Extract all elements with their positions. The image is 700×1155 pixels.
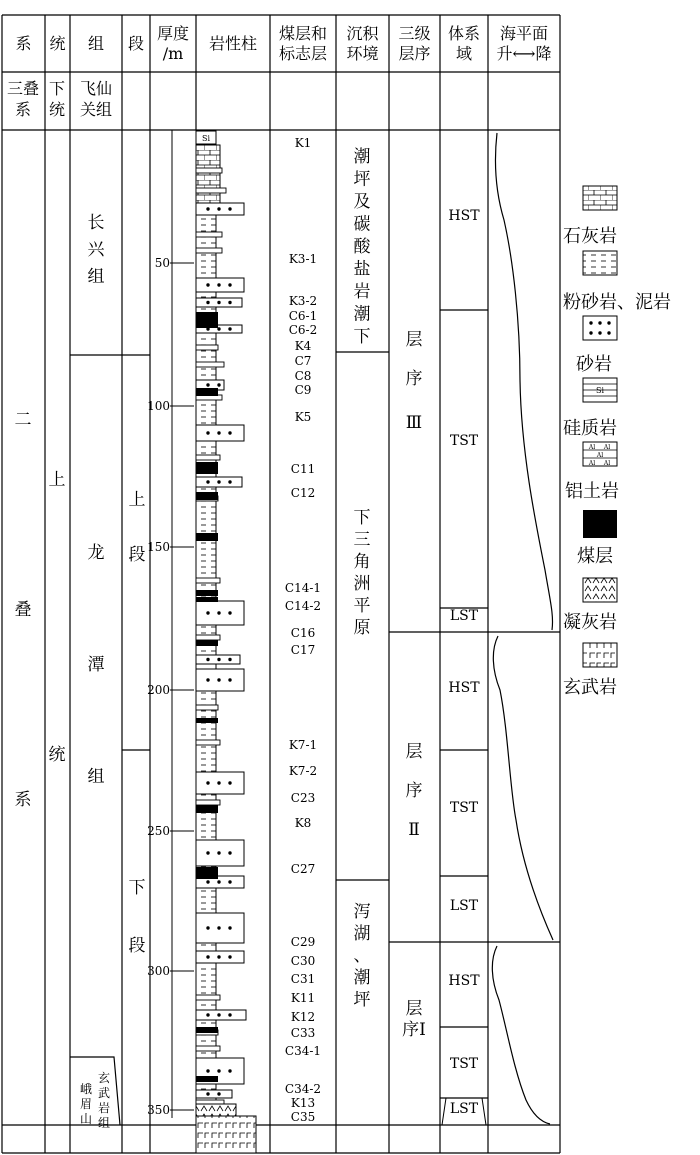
tidal-flat-environment-label: 下 — [353, 327, 371, 347]
lower-delta-plain-label: 下 — [353, 508, 371, 528]
coal-marker-label: C16 — [290, 626, 316, 640]
coal-seam-bed — [196, 590, 218, 596]
changxing-formation-label: 组 — [87, 267, 105, 287]
sandstone-dot — [228, 480, 231, 483]
coal-marker-label: K4 — [294, 339, 312, 353]
sandstone-dot — [206, 1069, 209, 1072]
coal-seam-bed — [196, 388, 218, 396]
sandstone-dot — [217, 1013, 220, 1016]
header-xi: 系 — [15, 34, 32, 53]
sandstone-dot — [206, 880, 209, 883]
sandstone-bed — [196, 1090, 232, 1098]
sequence-II-label: Ⅱ — [408, 820, 420, 840]
bauxite-mark: Al — [603, 444, 611, 451]
coal-seam-bed — [196, 867, 218, 879]
coal-seam-bed — [196, 533, 218, 541]
upper-series-label: 上 — [48, 470, 66, 490]
thin-bed — [196, 232, 222, 237]
header-meiceng: 煤层和 — [278, 24, 328, 43]
coal-marker-label: C14-2 — [284, 599, 322, 613]
thin-bed — [196, 362, 224, 367]
sandstone-dot — [228, 301, 231, 304]
coal-marker-label: C34-1 — [284, 1044, 322, 1058]
tidal-flat-environment-label: 坪 — [353, 169, 371, 190]
sandstone-dot — [217, 207, 220, 210]
changxing-formation-label: 兴 — [87, 240, 105, 260]
emeishan-label: 眉 — [79, 1097, 93, 1111]
bauxite-mark: Al — [588, 444, 596, 451]
coal-marker-label: C23 — [290, 791, 316, 805]
sandstone-dot — [206, 1013, 209, 1016]
sandstone-dot — [589, 321, 592, 324]
sandstone-dot — [206, 207, 209, 210]
triassic-system-label: 三叠 — [6, 79, 40, 98]
sandstone-dot — [217, 480, 220, 483]
depth-tick-label: 150 — [147, 540, 170, 554]
sequence-II-label: 序 — [405, 781, 423, 801]
upper-series-label: 统 — [48, 745, 66, 765]
bauxite-icon — [583, 442, 617, 467]
sandstone-dot — [228, 283, 231, 286]
sandstone-dot — [217, 301, 220, 304]
sandstone-dot — [217, 781, 220, 784]
tidal-flat-environment-label: 岩 — [353, 282, 371, 302]
sandstone-dot — [206, 1092, 209, 1095]
header-haipingmian: 升⟷降 — [496, 44, 552, 63]
sandstone-dot — [217, 611, 220, 614]
thin-bed — [196, 800, 220, 805]
sandstone-dot — [217, 678, 220, 681]
thin-bed — [196, 345, 218, 350]
legend-label-coal-seam: 煤层 — [577, 546, 613, 567]
coal-marker-label: C34-2 — [284, 1082, 322, 1096]
tidal-flat-environment-label: 酸 — [353, 237, 371, 257]
permian-system-label: 叠 — [14, 600, 32, 620]
limestone-icon — [583, 186, 617, 210]
sequence-II-label: 层 — [405, 742, 423, 762]
siliceous-label: Si — [201, 134, 211, 143]
sequence-III-label: Ⅲ — [405, 413, 423, 433]
sandstone-dot — [217, 955, 220, 958]
coal-marker-label: C27 — [290, 862, 316, 876]
systems-tract-lst: LST — [449, 608, 479, 624]
header-houdu: /m — [162, 44, 184, 63]
legend — [563, 186, 671, 698]
coal-seam-bed — [196, 320, 218, 328]
lower-member-label: 段 — [128, 936, 146, 956]
sandstone-dot — [206, 926, 209, 929]
lower-delta-plain-label: 角 — [353, 552, 371, 572]
upper-member-label: 段 — [128, 545, 146, 565]
lagoon-tidal-flat-label: 潮 — [353, 968, 371, 988]
lagoon-tidal-flat-label: 湖 — [353, 924, 371, 944]
thin-bed — [196, 188, 226, 193]
longtan-formation-label: 潭 — [87, 655, 105, 675]
coal-marker-label: K3-1 — [288, 252, 318, 266]
longtan-formation-label: 龙 — [87, 543, 105, 563]
tuff-bed — [196, 1104, 236, 1116]
depth-tick-label: 50 — [154, 256, 170, 270]
sandstone-dot — [206, 480, 209, 483]
triassic-series-label: 下 — [48, 79, 66, 98]
tidal-flat-environment-label: 盐 — [353, 259, 371, 280]
sandstone-dot — [217, 926, 220, 929]
sequence-I-label: 层 — [405, 999, 423, 1019]
coal-marker-label: C12 — [290, 486, 316, 500]
sandstone-dot — [217, 383, 220, 386]
feixianguan-label: 飞仙 — [79, 79, 113, 98]
basalt-swatch — [583, 643, 617, 667]
coal-marker-label: K13 — [290, 1096, 316, 1110]
coal-seam-bed — [196, 462, 218, 469]
sandstone-dot — [206, 658, 209, 661]
coal-marker-label: K1 — [294, 136, 312, 150]
thin-bed — [196, 635, 220, 640]
sandstone-dot — [217, 283, 220, 286]
sandstone-dot — [217, 851, 220, 854]
bauxite-mark: Al — [603, 460, 611, 467]
systems-tract-lst: LST — [449, 898, 479, 914]
siliceous-mark: Si — [595, 386, 605, 395]
sandstone-swatch — [583, 316, 617, 340]
depth-tick-label: 200 — [147, 683, 170, 697]
emeishan-boundary — [70, 1057, 120, 1125]
sandstone-dot — [217, 658, 220, 661]
coal-seam-bed — [196, 468, 218, 474]
sandstone-dot — [228, 851, 231, 854]
sandstone-dot — [228, 1069, 231, 1072]
lower-member-label: 下 — [128, 878, 146, 898]
limestone-swatch — [583, 186, 617, 210]
header-tong: 统 — [49, 34, 66, 53]
header-meiceng: 标志层 — [278, 44, 328, 63]
systems-tract-tst: TST — [449, 1056, 479, 1072]
sandstone-dot — [228, 327, 231, 330]
sandstone-dot — [598, 331, 601, 334]
xuanwu-label: 武 — [97, 1086, 111, 1100]
legend-label-basalt: 玄武岩 — [563, 677, 617, 698]
thin-bed — [196, 995, 220, 1000]
sandstone-dot — [206, 383, 209, 386]
emeishan-label: 山 — [79, 1112, 93, 1126]
permian-system-label: 系 — [14, 790, 32, 810]
systems-tract-lst: LST — [449, 1101, 479, 1117]
xuanwu-label: 玄 — [97, 1071, 111, 1085]
lagoon-tidal-flat-label: 、 — [353, 946, 371, 966]
coal-swatch — [583, 510, 617, 538]
sandstone-dot — [217, 880, 220, 883]
systems-tract-hst: HST — [448, 973, 480, 989]
lower-delta-plain-label: 原 — [353, 618, 371, 638]
sandstone-dot — [217, 1069, 220, 1072]
feixianguan-label: 关组 — [79, 100, 113, 119]
header-yanxing: 岩性柱 — [208, 34, 258, 53]
coal-marker-label: C30 — [290, 954, 316, 968]
header-sanji: 层序 — [398, 44, 431, 63]
coal-seam-bed — [196, 1027, 218, 1033]
sandstone-dot — [228, 880, 231, 883]
sandstone-icon — [583, 316, 617, 340]
lagoon-tidal-flat-label: 坪 — [353, 990, 371, 1010]
header-sanji: 三级 — [398, 24, 431, 43]
coal-marker-label: C8 — [294, 369, 312, 383]
header-tixi: 体系 — [447, 24, 481, 43]
coal-seam-bed — [196, 597, 218, 602]
sandstone-dot — [206, 301, 209, 304]
sandstone-dot — [206, 678, 209, 681]
coal-marker-label: K3-2 — [288, 294, 318, 308]
tidal-flat-environment-label: 潮 — [353, 304, 371, 325]
depth-tick-label: 300 — [147, 964, 170, 978]
lower-delta-plain-label: 三 — [353, 530, 371, 550]
longtan-formation-label: 组 — [87, 767, 105, 787]
thin-bed — [196, 168, 222, 173]
coal-marker-label: K8 — [294, 816, 312, 830]
upper-member-label: 上 — [128, 490, 146, 510]
limestone-bed — [196, 145, 220, 203]
thin-bed — [196, 578, 220, 583]
sandstone-dot — [206, 431, 209, 434]
sea-level-curve-3 — [492, 946, 550, 1124]
coal-marker-label: K7-1 — [288, 738, 318, 752]
depth-tick-label: 100 — [147, 399, 170, 413]
sandstone-dot — [206, 955, 209, 958]
tidal-flat-environment-label: 碳 — [353, 214, 371, 235]
sandstone-dot — [589, 331, 592, 334]
sandstone-dot — [228, 611, 231, 614]
sandstone-dot — [228, 207, 231, 210]
lower-delta-plain-label: 平 — [353, 596, 371, 616]
legend-label-siliceous-rock: 硅质岩 — [563, 418, 617, 439]
coal-marker-label: C6-1 — [288, 309, 318, 323]
sequence-I-label: 序Ⅰ — [402, 1020, 426, 1040]
sea-level-curve-2 — [493, 636, 553, 940]
bauxite-mark: Al — [588, 460, 596, 467]
emeishan-label: 峨 — [79, 1082, 93, 1096]
systems-tract-hst: HST — [448, 208, 480, 224]
systems-tract-tst: TST — [449, 433, 479, 449]
coal-marker-label: K7-2 — [288, 764, 318, 778]
sandstone-dot — [206, 283, 209, 286]
header-haipingmian: 海平面 — [499, 24, 549, 43]
triassic-series-label: 统 — [48, 100, 66, 119]
lithology-column — [196, 130, 256, 1153]
siltstone-mudstone-icon — [583, 251, 617, 275]
sandstone-dot — [217, 1092, 220, 1095]
sandstone-dot — [598, 321, 601, 324]
basalt-icon — [583, 643, 617, 667]
sandstone-dot — [217, 431, 220, 434]
coal-marker-label: C33 — [290, 1026, 316, 1040]
silt-swatch — [583, 251, 617, 275]
sandstone-dot — [228, 678, 231, 681]
xuanwu-label: 组 — [97, 1116, 111, 1130]
changxing-formation-label: 长 — [87, 213, 105, 233]
systems-tract-hst: HST — [448, 680, 480, 696]
depth-tick-label: 350 — [147, 1103, 170, 1117]
coal-seam-bed — [196, 805, 218, 813]
sandstone-dot — [228, 926, 231, 929]
thin-bed — [196, 1046, 220, 1051]
tuff-swatch — [583, 578, 617, 602]
coal-marker-label: C17 — [290, 643, 316, 657]
sandstone-dot — [607, 331, 610, 334]
sandstone-dot — [228, 955, 231, 958]
header-zu: 组 — [87, 34, 105, 53]
header-chenji: 环境 — [346, 44, 379, 63]
sandstone-bed — [196, 1010, 246, 1020]
legend-label-limestone: 石灰岩 — [563, 226, 617, 247]
sandstone-dot — [228, 431, 231, 434]
coal-marker-label: C29 — [290, 935, 316, 949]
siliceous-rock-icon — [583, 378, 617, 402]
coal-marker-label: C9 — [294, 383, 312, 397]
systems-tract-tst: TST — [449, 800, 479, 816]
coal-seam-icon — [583, 510, 617, 538]
sandstone-dot — [228, 781, 231, 784]
sandstone-dot — [206, 851, 209, 854]
lower-delta-plain-label: 洲 — [353, 574, 371, 594]
thin-bed — [196, 705, 218, 710]
sandstone-dot — [607, 321, 610, 324]
sea-level-curve-1 — [495, 133, 552, 630]
bauxite-mark: Al — [596, 452, 604, 459]
sequence-III-label: 序 — [405, 369, 423, 389]
header-chenji: 沉积 — [346, 24, 379, 43]
header-tixi: 域 — [455, 44, 473, 63]
coal-marker-label: C14-1 — [284, 581, 322, 595]
triassic-system-label: 系 — [14, 100, 32, 119]
permian-system-label: 二 — [14, 410, 32, 430]
coal-marker-label: C31 — [290, 972, 316, 986]
basalt-bed — [196, 1116, 256, 1153]
tidal-flat-environment-label: 潮 — [353, 147, 371, 167]
coal-marker-label: C11 — [290, 462, 316, 476]
thin-bed — [196, 455, 220, 460]
legend-label-sandstone: 砂岩 — [576, 354, 612, 375]
xuanwu-label: 岩 — [97, 1101, 111, 1115]
header-duan: 段 — [127, 34, 145, 53]
thin-bed — [196, 248, 222, 253]
sandstone-dot — [206, 611, 209, 614]
sandstone-dot — [228, 658, 231, 661]
tidal-flat-environment-label: 及 — [353, 192, 371, 212]
sandstone-dot — [228, 1013, 231, 1016]
coal-seam-bed — [196, 492, 218, 500]
lagoon-tidal-flat-label: 泻 — [353, 902, 371, 922]
coal-marker-label: K12 — [290, 1010, 316, 1024]
header-houdu: 厚度 — [156, 24, 190, 43]
coal-marker-label: K5 — [294, 410, 312, 424]
coal-marker-label: C7 — [294, 354, 312, 368]
legend-label-tuff: 凝灰岩 — [563, 612, 617, 633]
header-row — [15, 24, 551, 63]
coal-seam-bed — [196, 718, 218, 723]
legend-label-siltstone-mudstone: 粉砂岩、泥岩 — [563, 292, 671, 313]
tuff-icon — [583, 578, 617, 602]
sequence-III-label: 层 — [405, 330, 423, 350]
coal-marker-label: C6-2 — [288, 323, 318, 337]
sandstone-dot — [206, 781, 209, 784]
legend-label-bauxite: 铝土岩 — [565, 481, 619, 502]
coal-seam-bed — [196, 1076, 218, 1082]
depth-tick-label: 250 — [147, 824, 170, 838]
coal-marker-label: K11 — [290, 991, 316, 1005]
thin-bed — [196, 740, 220, 745]
coal-marker-label: C35 — [290, 1110, 316, 1124]
coal-seam-bed — [196, 640, 218, 646]
